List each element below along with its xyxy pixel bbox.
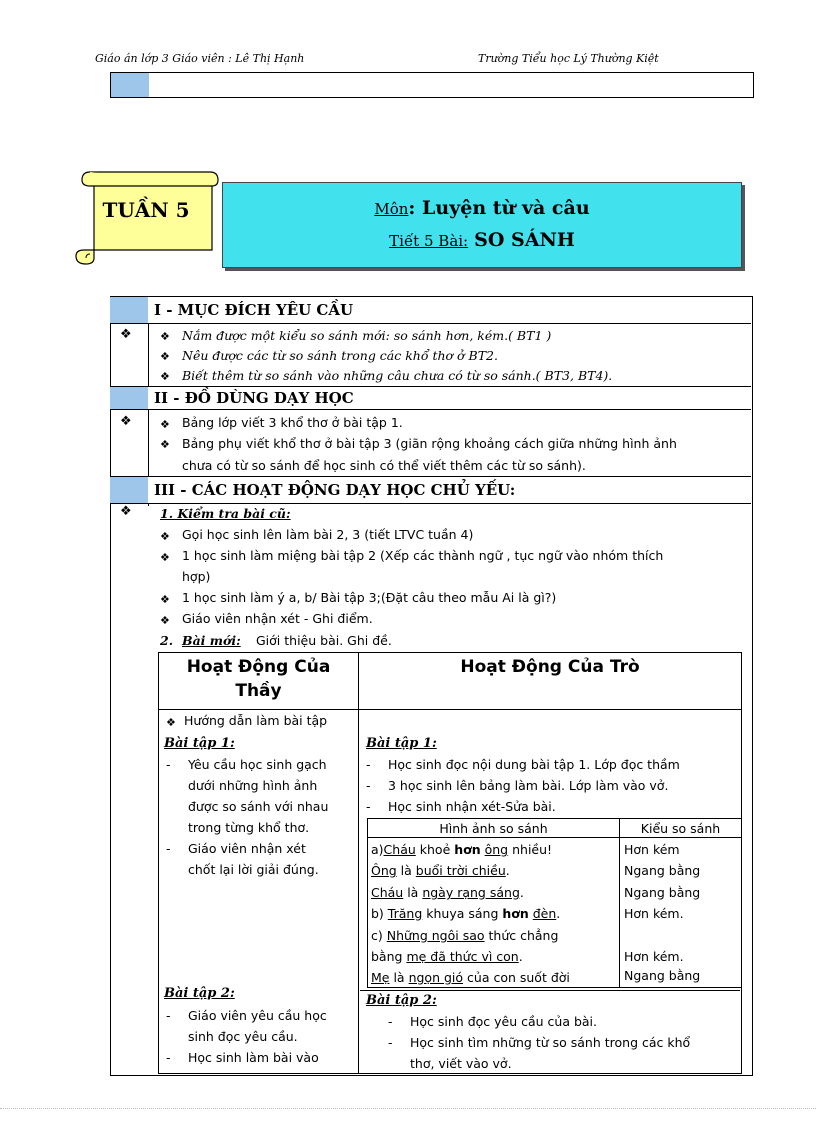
section3-accent bbox=[110, 477, 148, 504]
material-item: Bảng phụ viết khổ thơ ở bài tập 3 (giãn rộng khoảng cách giữa những hình ảnh bbox=[182, 436, 677, 451]
dash: - bbox=[366, 757, 371, 772]
teacher-header-line1: Hoạt Động Của bbox=[186, 657, 331, 677]
student-ex1-line: Học sinh nhận xét-Sửa bài. bbox=[388, 799, 556, 814]
dash: - bbox=[388, 1014, 393, 1029]
student-ex1-line: 3 học sinh lên bảng làm bài. Lớp làm vào vở. bbox=[388, 778, 669, 793]
dash: - bbox=[366, 799, 371, 814]
subject-line bbox=[223, 197, 741, 219]
teacher-ex1-line: Yêu cầu học sinh gạch bbox=[188, 757, 327, 772]
page-header bbox=[95, 50, 755, 70]
student-ex2-line: thơ, viết vào vở. bbox=[410, 1056, 512, 1071]
section3-title: III - CÁC HOẠT ĐỘNG DẠY HỌC CHỦ YẾU: bbox=[154, 481, 516, 499]
comparison-type: Ngang bằng bbox=[624, 968, 701, 983]
student-ex2-line: Học sinh đọc yêu cầu của bài. bbox=[410, 1014, 598, 1029]
lesson-line bbox=[223, 229, 741, 251]
section2-accent bbox=[110, 387, 148, 410]
student-ex2-title: Bài tập 2: bbox=[366, 993, 437, 1008]
student-ex1-title: Bài tập 1: bbox=[366, 736, 437, 751]
diamond-bullet-icon: ❖ bbox=[160, 330, 170, 343]
diamond-bullet-icon: ❖ bbox=[160, 438, 170, 451]
comparison-row: Ông là buổi trời chiều. bbox=[371, 863, 510, 878]
comparison-column-divider bbox=[619, 819, 620, 987]
check-item: Gọi học sinh lên làm bài 2, 3 (tiết LTVC tuần 4) bbox=[182, 527, 474, 542]
teacher-ex1-line: dưới những hình ảnh bbox=[188, 778, 318, 793]
objective-item: Biết thêm từ so sánh vào những câu chưa có từ so sánh.( BT3, BT4). bbox=[182, 368, 613, 383]
comparison-row: Cháu là ngày rạng sáng. bbox=[371, 885, 524, 900]
check-item: Giáo viên nhận xét - Ghi điểm. bbox=[182, 611, 373, 626]
lesson-label: Tiết 5 Bài: bbox=[389, 232, 469, 250]
diamond-bullet-icon: ❖ bbox=[166, 716, 176, 729]
comparison-row: b) Trăng khuya sáng hơn đèn. bbox=[371, 906, 561, 921]
student-column-header: Hoạt Động Của Trò bbox=[460, 657, 640, 677]
comparison-type: Hơn kém. bbox=[624, 906, 684, 921]
objective-item: Nắm được một kiểu so sánh mới: so sánh hơn, kém.( BT1 ) bbox=[182, 328, 552, 343]
check-item: 1 học sinh làm miệng bài tập 2 (Xếp các thành ngữ , tục ngữ vào nhóm thích bbox=[182, 548, 664, 563]
dash: - bbox=[366, 778, 371, 793]
section3-header bbox=[148, 477, 751, 504]
divider bbox=[360, 990, 740, 991]
new-lesson-title: Bài mới: bbox=[182, 633, 241, 648]
teacher-ex1-line: được so sánh với nhau bbox=[188, 799, 329, 814]
student-ex2-line: Học sinh tìm những từ so sánh trong các khổ bbox=[410, 1035, 691, 1050]
teacher-ex2-title: Bài tập 2: bbox=[164, 986, 235, 1001]
lesson-title: SO SÁNH bbox=[474, 229, 575, 251]
comparison-type: Hơn kém bbox=[624, 842, 680, 857]
objective-item: Nêu được các từ so sánh trong các khổ thơ ở BT2. bbox=[182, 348, 498, 363]
teacher-ex1-title: Bài tập 1: bbox=[164, 736, 235, 751]
comparison-row: Mẹ là ngọn gió của con suốt đời bbox=[371, 970, 570, 985]
section1-title: I - MỤC ĐÍCH YÊU CẦU bbox=[154, 301, 354, 319]
material-item: Bảng lớp viết 3 khổ thơ ở bài tập 1. bbox=[182, 415, 403, 430]
diamond-bullet-icon: ❖ bbox=[160, 530, 170, 543]
material-item-cont: chưa có từ so sánh để học sinh có thể viết thêm các từ so sánh). bbox=[182, 458, 586, 473]
diamond-bullet-icon: ❖ bbox=[120, 327, 132, 342]
diamond-bullet-icon: ❖ bbox=[120, 414, 132, 429]
subject-name: : Luyện từ và câu bbox=[408, 197, 590, 219]
header-school: Trường Tiểu học Lý Thường Kiệt bbox=[478, 52, 659, 65]
comparison-header-image: Hình ảnh so sánh bbox=[439, 821, 548, 836]
header-bar bbox=[110, 72, 754, 98]
check-old-title: 1. Kiểm tra bài cũ: bbox=[160, 506, 291, 521]
comparison-type: Hơn kém. bbox=[624, 949, 684, 964]
comparison-row: bằng mẹ đã thức vì con. bbox=[371, 949, 523, 964]
dash: - bbox=[166, 1008, 171, 1023]
teacher-ex1-line: trong từng khổ thơ. bbox=[188, 820, 310, 835]
diamond-bullet-icon: ❖ bbox=[160, 551, 170, 564]
new-lesson-number: 2. bbox=[160, 633, 174, 648]
student-ex1-line: Học sinh đọc nội dung bài tập 1. Lớp đọc thầm bbox=[388, 757, 680, 772]
check-item: 1 học sinh làm ý a, b/ Bài tập 3;(Đặt câu theo mẫu Ai là gì?) bbox=[182, 590, 557, 605]
teacher-header-line2: Thầy bbox=[235, 681, 282, 701]
comparison-row: c) Những ngôi sao thức chẳng bbox=[371, 928, 559, 943]
comparison-header-divider bbox=[368, 837, 741, 838]
teacher-ex1b-line: chốt lại lời giải đúng. bbox=[188, 862, 319, 877]
teacher-column-header bbox=[159, 657, 358, 701]
diamond-bullet-icon: ❖ bbox=[120, 504, 132, 519]
dash: - bbox=[166, 757, 171, 772]
section2-title: II - ĐỒ DÙNG DẠY HỌC bbox=[154, 389, 354, 407]
section1-accent bbox=[110, 297, 148, 324]
header-teacher: Giáo án lớp 3 Giáo viên : Lê Thị Hạnh bbox=[95, 52, 305, 65]
week-label: TUẦN 5 bbox=[102, 198, 190, 222]
page-bottom-rule bbox=[0, 1108, 816, 1109]
teacher-ex2b-line: Học sinh làm bài vào bbox=[188, 1050, 319, 1065]
comparison-row: a)Cháu khoẻ hơn ông nhiều! bbox=[371, 842, 553, 857]
header-bar-accent bbox=[111, 73, 149, 97]
diamond-bullet-icon: ❖ bbox=[160, 350, 170, 363]
teacher-ex2-line: Giáo viên yêu cầu học bbox=[188, 1008, 327, 1023]
lesson-title-box bbox=[222, 182, 742, 268]
comparison-type: Ngang bằng bbox=[624, 885, 701, 900]
diamond-bullet-icon: ❖ bbox=[160, 370, 170, 383]
diamond-bullet-icon: ❖ bbox=[160, 614, 170, 627]
comparison-type: Ngang bằng bbox=[624, 863, 701, 878]
teacher-ex2-line: sinh đọc yêu cầu. bbox=[188, 1029, 298, 1044]
header-divider bbox=[159, 709, 741, 710]
section2-header bbox=[148, 387, 751, 410]
new-lesson-text: Giới thiệu bài. Ghi đề. bbox=[256, 633, 392, 648]
comparison-header-type: Kiểu so sánh bbox=[640, 821, 721, 836]
section1-header bbox=[148, 297, 751, 324]
teacher-guide: Hướng dẫn làm bài tập bbox=[184, 713, 328, 728]
dash: - bbox=[166, 1050, 171, 1065]
check-item-cont: hợp) bbox=[182, 569, 211, 584]
column-divider bbox=[358, 653, 359, 1073]
diamond-bullet-icon: ❖ bbox=[160, 593, 170, 606]
teacher-ex1b-line: Giáo viên nhận xét bbox=[188, 841, 306, 856]
dash: - bbox=[166, 841, 171, 856]
subject-label: Môn bbox=[374, 200, 409, 218]
diamond-bullet-icon: ❖ bbox=[160, 418, 170, 431]
dash: - bbox=[388, 1035, 393, 1050]
